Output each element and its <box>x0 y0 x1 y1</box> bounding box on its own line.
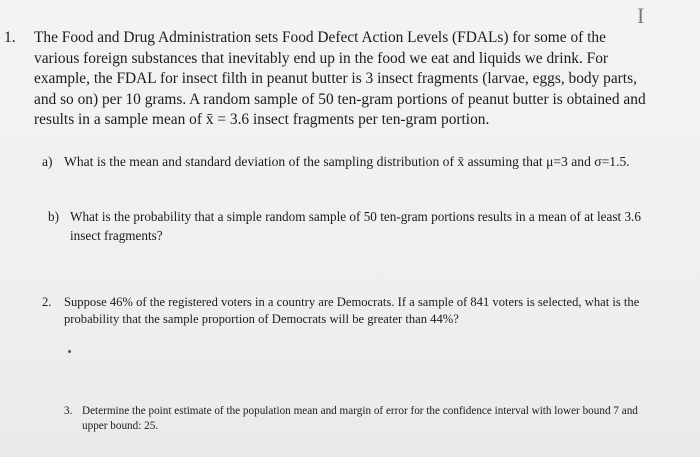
question-3 <box>64 404 644 434</box>
stray-dot <box>68 350 71 353</box>
question-2-text: Suppose 46% of the registered voters in a country are Democrats. If a sample of 841 voters is selected, what is the probability that the sample proportion of Democrats will be greater than 44%? <box>64 295 640 327</box>
question-1a-text: What is the mean and standard deviation of the sampling distribution of x̄ assuming that μ=3 and σ=1.5. <box>64 154 630 169</box>
question-1-number: 1. <box>4 29 16 46</box>
question-1a <box>42 153 652 172</box>
question-2 <box>42 294 642 328</box>
question-1b-text: What is the probability that a simple random sample of 50 ten-gram portions results in a mean of at least 3.6 insect fragments? <box>70 209 641 243</box>
question-3-number: 3. <box>64 405 73 417</box>
question-3-text: Determine the point estimate of the population mean and margin of error for the confidence interval with lower bound 7 and upper bound: 25. <box>82 405 638 432</box>
question-1b-label: b) <box>48 209 59 224</box>
question-1b <box>48 208 648 246</box>
question-1-text: The Food and Drug Administration sets Food Defect Action Levels (FDALs) for some of the various foreign substances that inevitably end up in the food we eat and liquids we drink. For example, the FDAL for insect filth in peanut butter is 3 insect fragments (larvae, eggs, body parts, and so on) per 10 grams. A random sample of 50 ten-gram portions of peanut butter is obtained and results in a sample mean of x̄ = 3.6 insect fragments per ten-gram portion. <box>34 29 646 129</box>
question-1a-label: a) <box>42 154 53 169</box>
text-cursor-mark: I <box>637 3 645 28</box>
question-1 <box>4 28 654 131</box>
question-2-number: 2. <box>42 295 52 309</box>
